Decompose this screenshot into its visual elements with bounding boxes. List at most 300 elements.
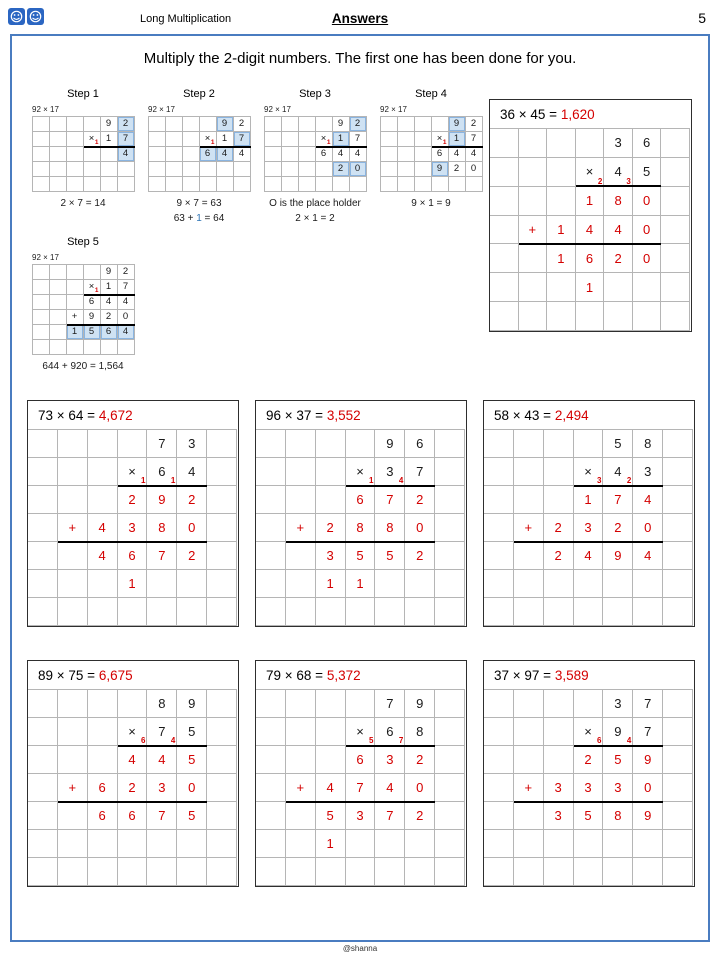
grid-cell — [405, 858, 435, 886]
grid-cell — [118, 690, 148, 718]
carry-digit: 1 — [326, 138, 331, 146]
grid-cell — [84, 162, 101, 177]
grid-cell — [58, 718, 88, 746]
carry-digit: 1 — [442, 138, 447, 146]
grid-cell — [207, 570, 237, 598]
grid-cell — [375, 570, 405, 598]
grid-cell: 2 — [449, 162, 466, 177]
sum-line — [286, 801, 435, 803]
carry-digit: 1 — [368, 476, 374, 485]
grid-cell: 1 — [118, 570, 148, 598]
grid-cell — [58, 802, 88, 830]
grid-cell: 5 — [177, 718, 207, 746]
grid-cell — [544, 486, 574, 514]
grid-cell: 2 — [405, 542, 435, 570]
grid-cell — [484, 718, 514, 746]
grid-cell — [574, 858, 604, 886]
grid-cell — [484, 430, 514, 458]
grid-cell — [265, 147, 282, 162]
grid-cell: 9 — [603, 542, 633, 570]
grid-cell — [88, 830, 118, 858]
grid-cell — [88, 430, 118, 458]
grid-cell — [544, 830, 574, 858]
grid-cell — [234, 177, 251, 192]
grid-cell — [58, 458, 88, 486]
grid-cell — [435, 718, 465, 746]
grid-cell — [256, 458, 286, 486]
grid-cell — [398, 117, 415, 132]
grid-cell: 1 — [217, 132, 234, 147]
grid-cell — [633, 570, 663, 598]
grid-cell: 6 — [118, 802, 148, 830]
grid-cell: 9 — [449, 117, 466, 132]
grid-cell — [207, 858, 237, 886]
grid-cell: 0 — [633, 216, 662, 245]
grid-cell — [200, 117, 217, 132]
grid-cell: 2 — [333, 162, 350, 177]
grid-cell: 9 — [101, 117, 118, 132]
grid-cell — [282, 147, 299, 162]
grid-cell — [661, 129, 690, 158]
grid-cell — [375, 830, 405, 858]
grid-cell — [544, 430, 574, 458]
carry-digit: 4 — [170, 736, 176, 745]
grid-cell — [67, 265, 84, 280]
grid-cell — [118, 162, 135, 177]
grid-cell — [514, 458, 544, 486]
problem-expression: 36 × 45 = — [500, 106, 561, 122]
problem-expression: 37 × 97 = — [494, 667, 555, 683]
carry-digit: 1 — [94, 138, 99, 146]
problem-expression: 58 × 43 = — [494, 407, 555, 423]
grid-cell: 4 — [375, 774, 405, 802]
grid-cell — [663, 598, 693, 626]
grid-cell — [661, 216, 690, 245]
grid-cell — [316, 430, 346, 458]
grid-cell — [663, 486, 693, 514]
problem-expression: 79 × 68 = — [266, 667, 327, 683]
grid-cell: 8 — [346, 514, 376, 542]
grid-cell: 3 — [603, 774, 633, 802]
grid-cell: 4 — [576, 216, 605, 245]
grid-cell — [484, 514, 514, 542]
grid-cell — [432, 177, 449, 192]
grid-cell: 5 — [346, 542, 376, 570]
grid-cell — [316, 858, 346, 886]
grid-cell — [183, 162, 200, 177]
grid-cell — [183, 147, 200, 162]
grid-cell — [574, 690, 604, 718]
grid-cell: × 2 — [576, 158, 605, 187]
grid-cell — [33, 310, 50, 325]
grid-cell — [398, 177, 415, 192]
grid-cell — [633, 830, 663, 858]
grid-cell — [350, 177, 367, 192]
grid-cell — [149, 162, 166, 177]
grid-cell: 0 — [405, 514, 435, 542]
grid-cell — [101, 162, 118, 177]
grid-cell — [661, 273, 690, 302]
grid-cell — [286, 430, 316, 458]
grid-cell — [149, 177, 166, 192]
step-caption: 9 × 1 = 9 — [411, 198, 451, 209]
carry-digit: 2 — [597, 176, 603, 186]
grid-cell — [663, 542, 693, 570]
grid-cell — [67, 117, 84, 132]
grid-cell: × 6 — [118, 718, 148, 746]
grid-cell — [28, 430, 58, 458]
step-expression: 92 × 17 — [380, 105, 407, 114]
grid-cell: + — [67, 310, 84, 325]
grid-cell — [514, 598, 544, 626]
grid-cell — [490, 302, 519, 331]
grid-cell: 4 — [101, 295, 118, 310]
grid-cell: 9 — [375, 430, 405, 458]
grid-cell: 1 — [346, 570, 376, 598]
grid-cell — [490, 158, 519, 187]
grid-cell — [256, 542, 286, 570]
step-expression: 92 × 17 — [264, 105, 291, 114]
grid-cell — [415, 117, 432, 132]
step-expression: 92 × 17 — [32, 253, 59, 262]
grid-cell: 7 — [466, 132, 483, 147]
grid-cell: 4 — [88, 514, 118, 542]
grid-cell — [28, 486, 58, 514]
grid-cell — [256, 774, 286, 802]
grid-cell — [316, 177, 333, 192]
grid-cell — [514, 542, 544, 570]
step-label: Step 2 — [183, 88, 215, 100]
grid-cell — [633, 858, 663, 886]
grid-cell: 6 — [576, 244, 605, 273]
problem-answer: 2,494 — [554, 407, 589, 423]
grid-cell — [84, 340, 101, 355]
grid-cell — [663, 430, 693, 458]
grid-cell — [207, 514, 237, 542]
grid-cell — [415, 177, 432, 192]
grid-cell: 7 — [234, 132, 251, 147]
grid-cell: 9 — [217, 117, 234, 132]
grid-cell: 8 — [147, 514, 177, 542]
sum-line — [574, 745, 664, 747]
grid-cell — [286, 802, 316, 830]
grid-cell: 6 7 — [375, 718, 405, 746]
grid-cell — [50, 310, 67, 325]
problem-answer: 5,372 — [326, 667, 361, 683]
grid-cell — [544, 570, 574, 598]
grid-cell — [633, 273, 662, 302]
grid-cell — [299, 162, 316, 177]
grid-cell: × 3 — [574, 458, 604, 486]
grid-cell — [398, 162, 415, 177]
grid-cell — [663, 746, 693, 774]
grid-cell — [177, 858, 207, 886]
problem-expression: 73 × 64 = — [38, 407, 99, 423]
multiplication-grid — [256, 689, 465, 886]
grid-cell — [200, 177, 217, 192]
grid-cell — [661, 158, 690, 187]
grid-cell — [183, 132, 200, 147]
grid-cell — [149, 117, 166, 132]
grid-cell — [286, 690, 316, 718]
grid-cell — [299, 177, 316, 192]
grid-cell: 0 — [633, 514, 663, 542]
grid-cell — [547, 273, 576, 302]
grid-cell — [256, 430, 286, 458]
grid-cell — [432, 117, 449, 132]
grid-cell: 5 — [84, 325, 101, 340]
step-caption: 644 + 920 = 1,564 — [42, 361, 124, 372]
grid-cell — [207, 746, 237, 774]
grid-cell — [435, 858, 465, 886]
grid-cell: 4 — [316, 774, 346, 802]
instruction-text: Multiply the 2-digit numbers. The first one has been done for you. — [143, 50, 577, 67]
grid-cell — [603, 570, 633, 598]
grid-cell — [67, 132, 84, 147]
grid-cell — [177, 830, 207, 858]
grid-cell — [663, 774, 693, 802]
grid-cell: 9 — [405, 690, 435, 718]
grid-cell: 4 — [147, 746, 177, 774]
grid-cell — [265, 177, 282, 192]
grid-cell — [207, 690, 237, 718]
grid-cell — [256, 746, 286, 774]
grid-cell: 9 — [633, 746, 663, 774]
grid-cell — [415, 147, 432, 162]
grid-cell: 4 — [217, 147, 234, 162]
grid-cell — [256, 486, 286, 514]
grid-cell — [28, 746, 58, 774]
grid-cell — [286, 830, 316, 858]
carry-digit: 7 — [398, 736, 404, 745]
grid-cell: 7 — [633, 690, 663, 718]
grid-cell — [661, 244, 690, 273]
grid-cell — [435, 802, 465, 830]
page-number: 5 — [698, 10, 706, 26]
grid-cell — [574, 830, 604, 858]
grid-cell — [544, 690, 574, 718]
grid-cell: 2 — [177, 542, 207, 570]
grid-cell — [88, 598, 118, 626]
grid-cell — [576, 302, 605, 331]
grid-cell — [604, 302, 633, 331]
grid-cell: 3 — [574, 774, 604, 802]
grid-cell: 1 — [101, 280, 118, 295]
sum-line — [346, 485, 436, 487]
grid-cell — [405, 830, 435, 858]
grid-cell — [435, 774, 465, 802]
grid-cell: 3 — [316, 542, 346, 570]
grid-cell: 8 — [603, 802, 633, 830]
grid-cell — [490, 187, 519, 216]
grid-cell: 3 — [633, 458, 663, 486]
grid-cell — [519, 244, 548, 273]
grid-cell — [346, 430, 376, 458]
grid-cell — [88, 690, 118, 718]
grid-cell: 9 — [84, 310, 101, 325]
grid-cell: 6 — [346, 486, 376, 514]
grid-cell — [67, 280, 84, 295]
grid-cell: + — [286, 774, 316, 802]
multiplication-grid — [28, 429, 237, 626]
step-block — [28, 88, 138, 211]
multiplication-grid — [28, 689, 237, 886]
grid-cell — [286, 458, 316, 486]
grid-cell — [166, 132, 183, 147]
sum-line — [58, 541, 207, 543]
grid-cell — [217, 162, 234, 177]
grid-cell — [663, 690, 693, 718]
multiplication-grid — [490, 128, 690, 331]
grid-cell — [28, 570, 58, 598]
grid-cell — [118, 830, 148, 858]
multiplication-grid — [32, 116, 135, 192]
grid-cell — [183, 177, 200, 192]
grid-cell — [50, 325, 67, 340]
grid-cell — [346, 858, 376, 886]
grid-cell — [28, 690, 58, 718]
grid-cell — [28, 514, 58, 542]
step-expression: 92 × 17 — [148, 105, 175, 114]
grid-cell: 3 — [177, 430, 207, 458]
grid-cell: 3 — [574, 514, 604, 542]
grid-cell: 7 — [147, 542, 177, 570]
grid-cell — [282, 177, 299, 192]
multiplication-grid — [484, 429, 693, 626]
grid-cell: 1 — [449, 132, 466, 147]
grid-cell — [574, 598, 604, 626]
grid-cell — [58, 570, 88, 598]
grid-cell — [514, 858, 544, 886]
sum-line — [432, 146, 483, 148]
grid-cell — [166, 177, 183, 192]
multiplication-grid — [380, 116, 483, 192]
grid-cell: 6 — [432, 147, 449, 162]
grid-cell — [33, 265, 50, 280]
grid-cell — [519, 187, 548, 216]
grid-cell — [166, 147, 183, 162]
step-label: Step 3 — [299, 88, 331, 100]
grid-cell: 8 — [633, 430, 663, 458]
grid-cell: 4 — [118, 295, 135, 310]
grid-cell — [547, 129, 576, 158]
grid-cell — [58, 830, 88, 858]
step-caption: 9 × 7 = 63 — [176, 198, 222, 209]
grid-cell: 4 2 — [603, 458, 633, 486]
grid-cell: 1 — [574, 486, 604, 514]
grid-cell: × 6 — [574, 718, 604, 746]
grid-cell: 1 — [67, 325, 84, 340]
grid-cell — [574, 570, 604, 598]
grid-cell — [484, 542, 514, 570]
grid-cell: 5 — [177, 746, 207, 774]
grid-cell: + — [514, 514, 544, 542]
grid-cell: 9 — [147, 486, 177, 514]
grid-cell — [316, 162, 333, 177]
grid-cell: × 5 — [346, 718, 376, 746]
grid-cell — [484, 802, 514, 830]
grid-cell: 1 — [547, 216, 576, 245]
grid-cell: 2 — [316, 514, 346, 542]
grid-cell — [256, 830, 286, 858]
grid-cell: 7 4 — [147, 718, 177, 746]
grid-cell — [207, 458, 237, 486]
grid-cell — [544, 858, 574, 886]
grid-cell — [118, 340, 135, 355]
carry-digit: 5 — [368, 736, 374, 745]
grid-cell — [435, 458, 465, 486]
grid-cell: 0 — [118, 310, 135, 325]
grid-cell — [67, 177, 84, 192]
grid-cell: 0 — [633, 187, 662, 216]
grid-cell — [316, 718, 346, 746]
step-block — [144, 88, 254, 226]
grid-cell — [58, 542, 88, 570]
problem-box — [483, 400, 695, 627]
grid-cell — [663, 514, 693, 542]
multiplication-grid — [256, 429, 465, 626]
problem-box — [27, 660, 239, 887]
grid-cell — [149, 132, 166, 147]
grid-cell: 7 — [375, 690, 405, 718]
grid-cell — [207, 598, 237, 626]
sum-line — [58, 801, 207, 803]
grid-cell — [346, 830, 376, 858]
grid-cell: 1 — [333, 132, 350, 147]
grid-cell — [514, 690, 544, 718]
step-label: Step 4 — [415, 88, 447, 100]
grid-cell: 6 — [118, 542, 148, 570]
grid-cell — [514, 830, 544, 858]
grid-cell: 5 — [633, 158, 662, 187]
grid-cell — [207, 486, 237, 514]
grid-cell — [547, 187, 576, 216]
grid-cell: × 1 — [84, 132, 101, 147]
grid-cell — [661, 187, 690, 216]
grid-cell — [84, 117, 101, 132]
grid-cell — [50, 162, 67, 177]
grid-cell: 8 — [604, 187, 633, 216]
grid-cell — [484, 690, 514, 718]
grid-cell — [299, 132, 316, 147]
problem-box — [483, 660, 695, 887]
step-block — [376, 88, 486, 211]
grid-cell — [375, 598, 405, 626]
grid-cell — [449, 177, 466, 192]
multiplication-grid — [264, 116, 367, 192]
carry-digit: 3 — [626, 176, 631, 186]
grid-cell — [346, 690, 376, 718]
grid-cell: × 1 — [432, 132, 449, 147]
grid-cell — [88, 718, 118, 746]
grid-cell: 9 4 — [603, 718, 633, 746]
grid-cell — [544, 458, 574, 486]
grid-cell — [547, 158, 576, 187]
grid-cell — [265, 162, 282, 177]
grid-cell — [286, 858, 316, 886]
grid-cell — [58, 430, 88, 458]
grid-cell — [544, 746, 574, 774]
grid-cell — [118, 858, 148, 886]
grid-cell — [256, 514, 286, 542]
grid-cell: 8 — [375, 514, 405, 542]
grid-cell: 7 — [603, 486, 633, 514]
grid-cell: 0 — [405, 774, 435, 802]
grid-cell: 2 — [603, 514, 633, 542]
sum-line — [519, 243, 662, 245]
grid-cell: 4 3 — [604, 158, 633, 187]
grid-cell — [286, 598, 316, 626]
